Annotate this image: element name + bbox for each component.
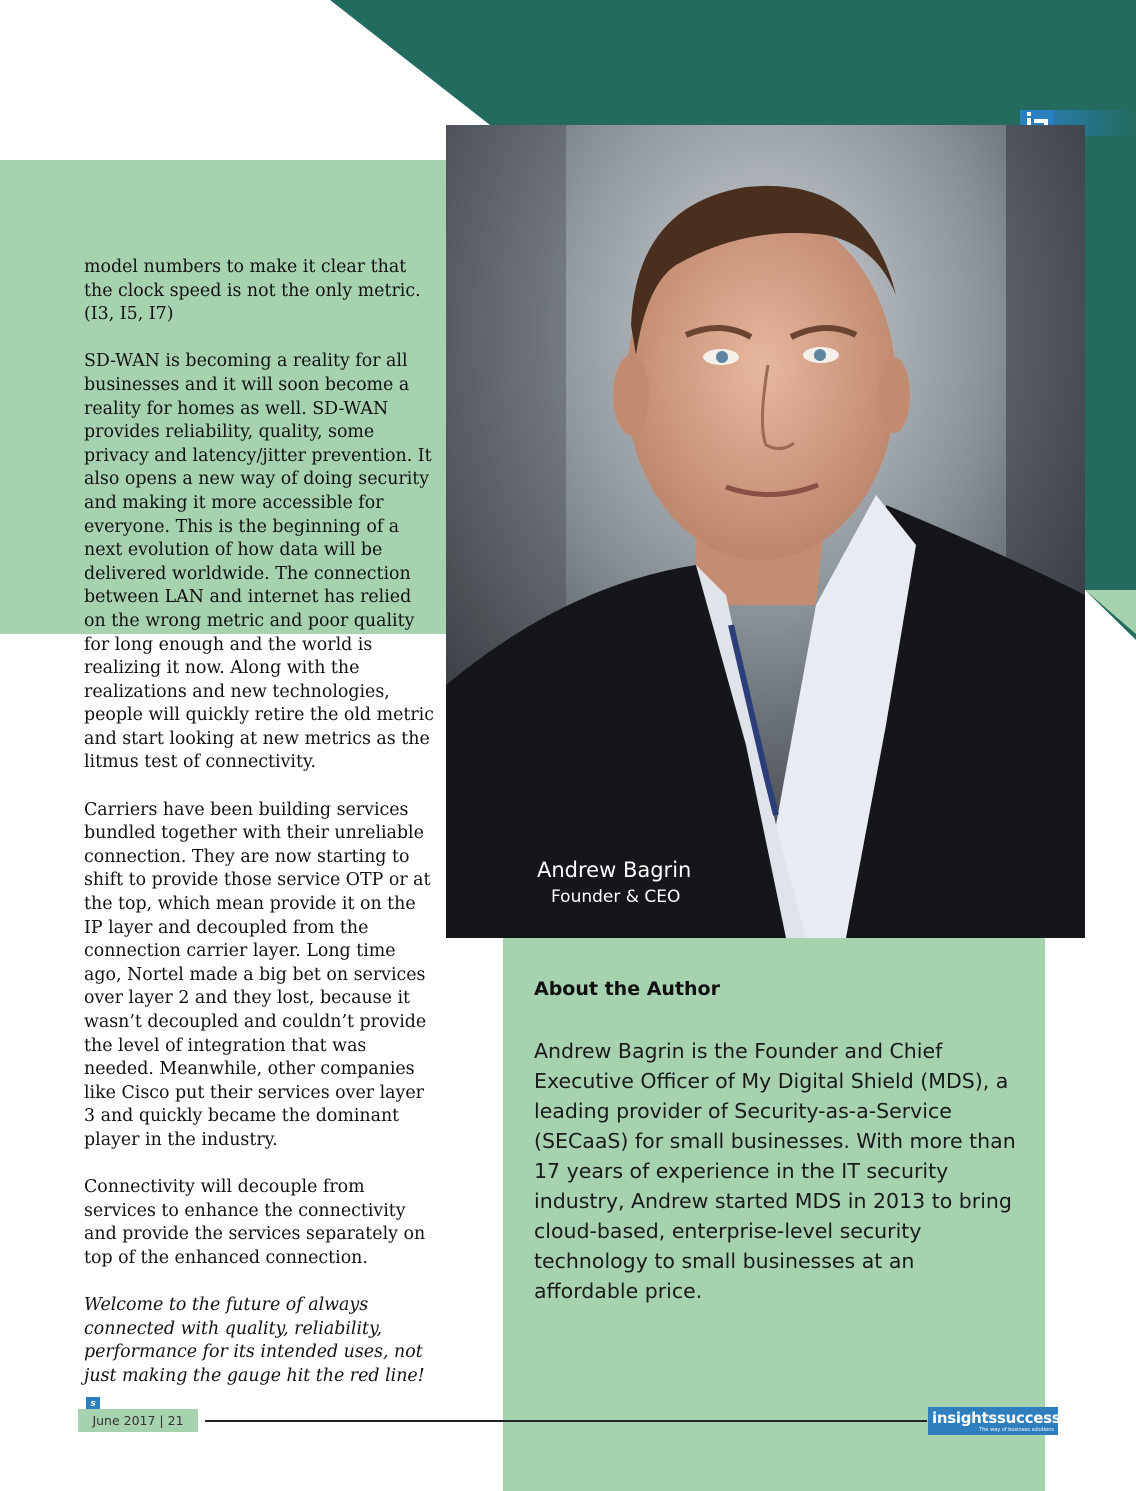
portrait-illustration: [446, 125, 1085, 938]
article-paragraph-1: model numbers to make it clear that the clock speed is not the only metric. (I3, I5, I7): [84, 257, 421, 325]
article-paragraph-4: Connectivity will decouple from services to enhance the connectivity and provide the services separately on top of the enhanced connection.: [84, 1177, 426, 1268]
about-author-body: Andrew Bagrin is the Founder and Chief Executive Officer of My Digital Shield (MDS), a leading provider of Security-as-a-Service (SECaaS) for small businesses. With more than 17 years of experience in the IT security industry, Andrew started MDS in 2013 to bring cloud-based, enterprise-level security technology to small businesses at an affordable price.: [534, 1039, 1016, 1303]
insights-success-logo: [928, 1407, 1061, 1435]
logo-wordmark: insightssuccess: [932, 1409, 1061, 1427]
author-portrait-photo: [446, 125, 1085, 938]
photo-caption-role: Founder & CEO: [551, 887, 681, 907]
article-paragraph-2: SD-WAN is becoming a reality for all businesses and it will soon become a reality for homes as well. SD-WAN provides reliability, quality, some privacy and latency/jitter prevention. It also opens a new way of doing security and making it more accessible for everyone. This is the beginning of a next evolution of how data will be delivered worldwide. The connection between LAN and internet has relied on the wrong metric and poor quality for long enough and the world is realizing it now. Along with the realizations and new technologies, people will quickly retire the old metric and start looking at new metrics as the litmus test of connectivity.: [84, 351, 434, 773]
article-column: [84, 256, 434, 1436]
article-closing: [84, 1294, 434, 1412]
photo-caption-name: Andrew Bagrin: [537, 858, 692, 882]
about-author-heading: About the Author: [534, 978, 720, 1000]
end-mark-icon: ꜱ: [86, 1397, 100, 1411]
footer-rule: [205, 1420, 927, 1422]
footer-date-page: June 2017 | 21: [78, 1409, 198, 1432]
article-paragraph-3: Carriers have been building services bundled together with their unreliable connection. They are now starting to shift to provide those service OTP or at the top, which mean provide it on the IP layer and decoupled from the connection carrier layer. Long time ago, Nortel made a big bet on services over layer 2 and they lost, because it wasn’t decoupled and couldn’t provide the level of integration that was needed. Meanwhile, other companies like Cisco put their services over layer 3 and quickly became the dominant player in the industry.: [84, 799, 431, 1150]
logo-tagline: The way of business solutions: [979, 1427, 1054, 1433]
article-closing-text: Welcome to the future of always connected with quality, reliability, performance for its intended uses, not just making the gauge hit the red line!: [84, 1295, 425, 1386]
